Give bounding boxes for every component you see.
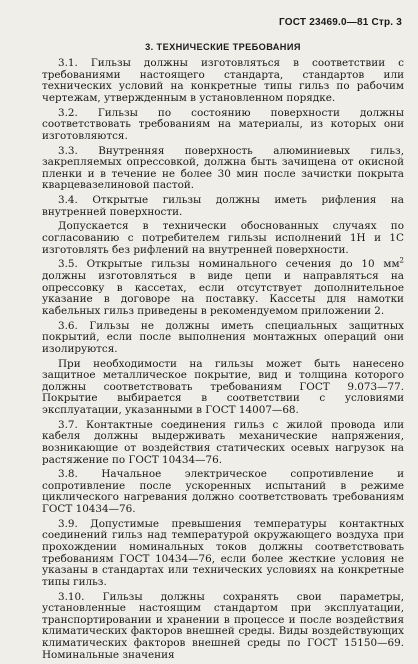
paragraph-3-5 [42, 256, 404, 317]
paragraph-3-5-tail: должны изготовляться в виде цепи и направляться на опрессовку в кассетах, если отсутствует дополнительное указание в договоре на поставку. Кассеты для намотки кабельных гильз приведены в рекомендуемом приложении 2. [42, 270, 404, 317]
running-head: ГОСТ 23469.0—81 Стр. 3 [279, 17, 402, 28]
paragraph-3-6-note: При необходимости на гильзы может быть нанесено защитное металлическое покрытие, вид и толщина которого должны соответствовать требованиям ГОСТ 9.073—77. Покрытие выбирается в соответствии с условиями эксплуатации, указанными в ГОСТ 14007—68. [42, 357, 404, 416]
paragraph-3-3: 3.3. Внутренняя поверхность алюминиевых гильз, закрепляемых опрессовкой, должна быть зачищена от окисной пленки и в течение не более 30 мин после зачистки покрыта кварцевазелиновой пастой. [42, 144, 404, 192]
paragraph-3-9: 3.9. Допустимые превышения температуры контактных соединений гильз над температурой окружающего воздуха при прохождении номинальных токов должны соответствовать требованиям ГОСТ 10434—76, если более жесткие условия не указаны в стандартах или технических условиях на конкретные типы гильз. [42, 517, 404, 588]
paragraph-3-1: 3.1. Гильзы должны изготовляться в соответствии с требованиями настоящего стандарта, стандартов или технических условий на конкретные типы гильз по рабочим чертежам, утвержденным в установленном порядке. [42, 57, 404, 104]
superscript-2: 2 [399, 256, 404, 265]
paragraph-3-2: 3.2. Гильзы по состоянию поверхности должны соответствовать требованиям на материалы, из которых они изготовляются. [42, 106, 404, 142]
paragraph-3-8: 3.8. Начальное электрическое сопротивление и сопротивление после ускоренных испытаний в режиме циклического нагревания должно соответствовать требованиям ГОСТ 10434—76. [42, 468, 404, 516]
paragraph-3-4-note: Допускается в технически обоснованных случаях по согласованию с потребителем гильзы исполнений 1Н и 1С изготовлять без рифлений на внутренней поверхности. [42, 220, 404, 256]
paragraph-3-5-head: 3.5. Открытые гильзы номинального сечения до 10 мм [58, 258, 400, 271]
section-title: 3. ТЕХНИЧЕСКИЕ ТРЕБОВАНИЯ [145, 42, 301, 52]
paragraph-3-7: 3.7. Контактные соединения гильз с жилой провода или кабеля должны выдерживать механические напряжения, возникающие от воздействия статических осевых нагрузок на растяжение по ГОСТ 10434—76. [42, 418, 404, 466]
paragraph-3-10: 3.10. Гильзы должны сохранять свои параметры, установленные настоящим стандартом при эксплуатации, транспортировании и хранении в процессе и после воздействия климатических факторов внешней среды. Виды воздействующих климатических факторов внешней среды по ГОСТ 15150—69. Номинальные значения [42, 590, 404, 661]
paragraph-3-6: 3.6. Гильзы не должны иметь специальных защитных покрытий, если после выполнения монтажных операций они изолируются. [42, 319, 404, 355]
body-text [42, 58, 404, 664]
paragraph-3-4: 3.4. Открытые гильзы должны иметь рифления на внутренней поверхности. [42, 194, 404, 218]
